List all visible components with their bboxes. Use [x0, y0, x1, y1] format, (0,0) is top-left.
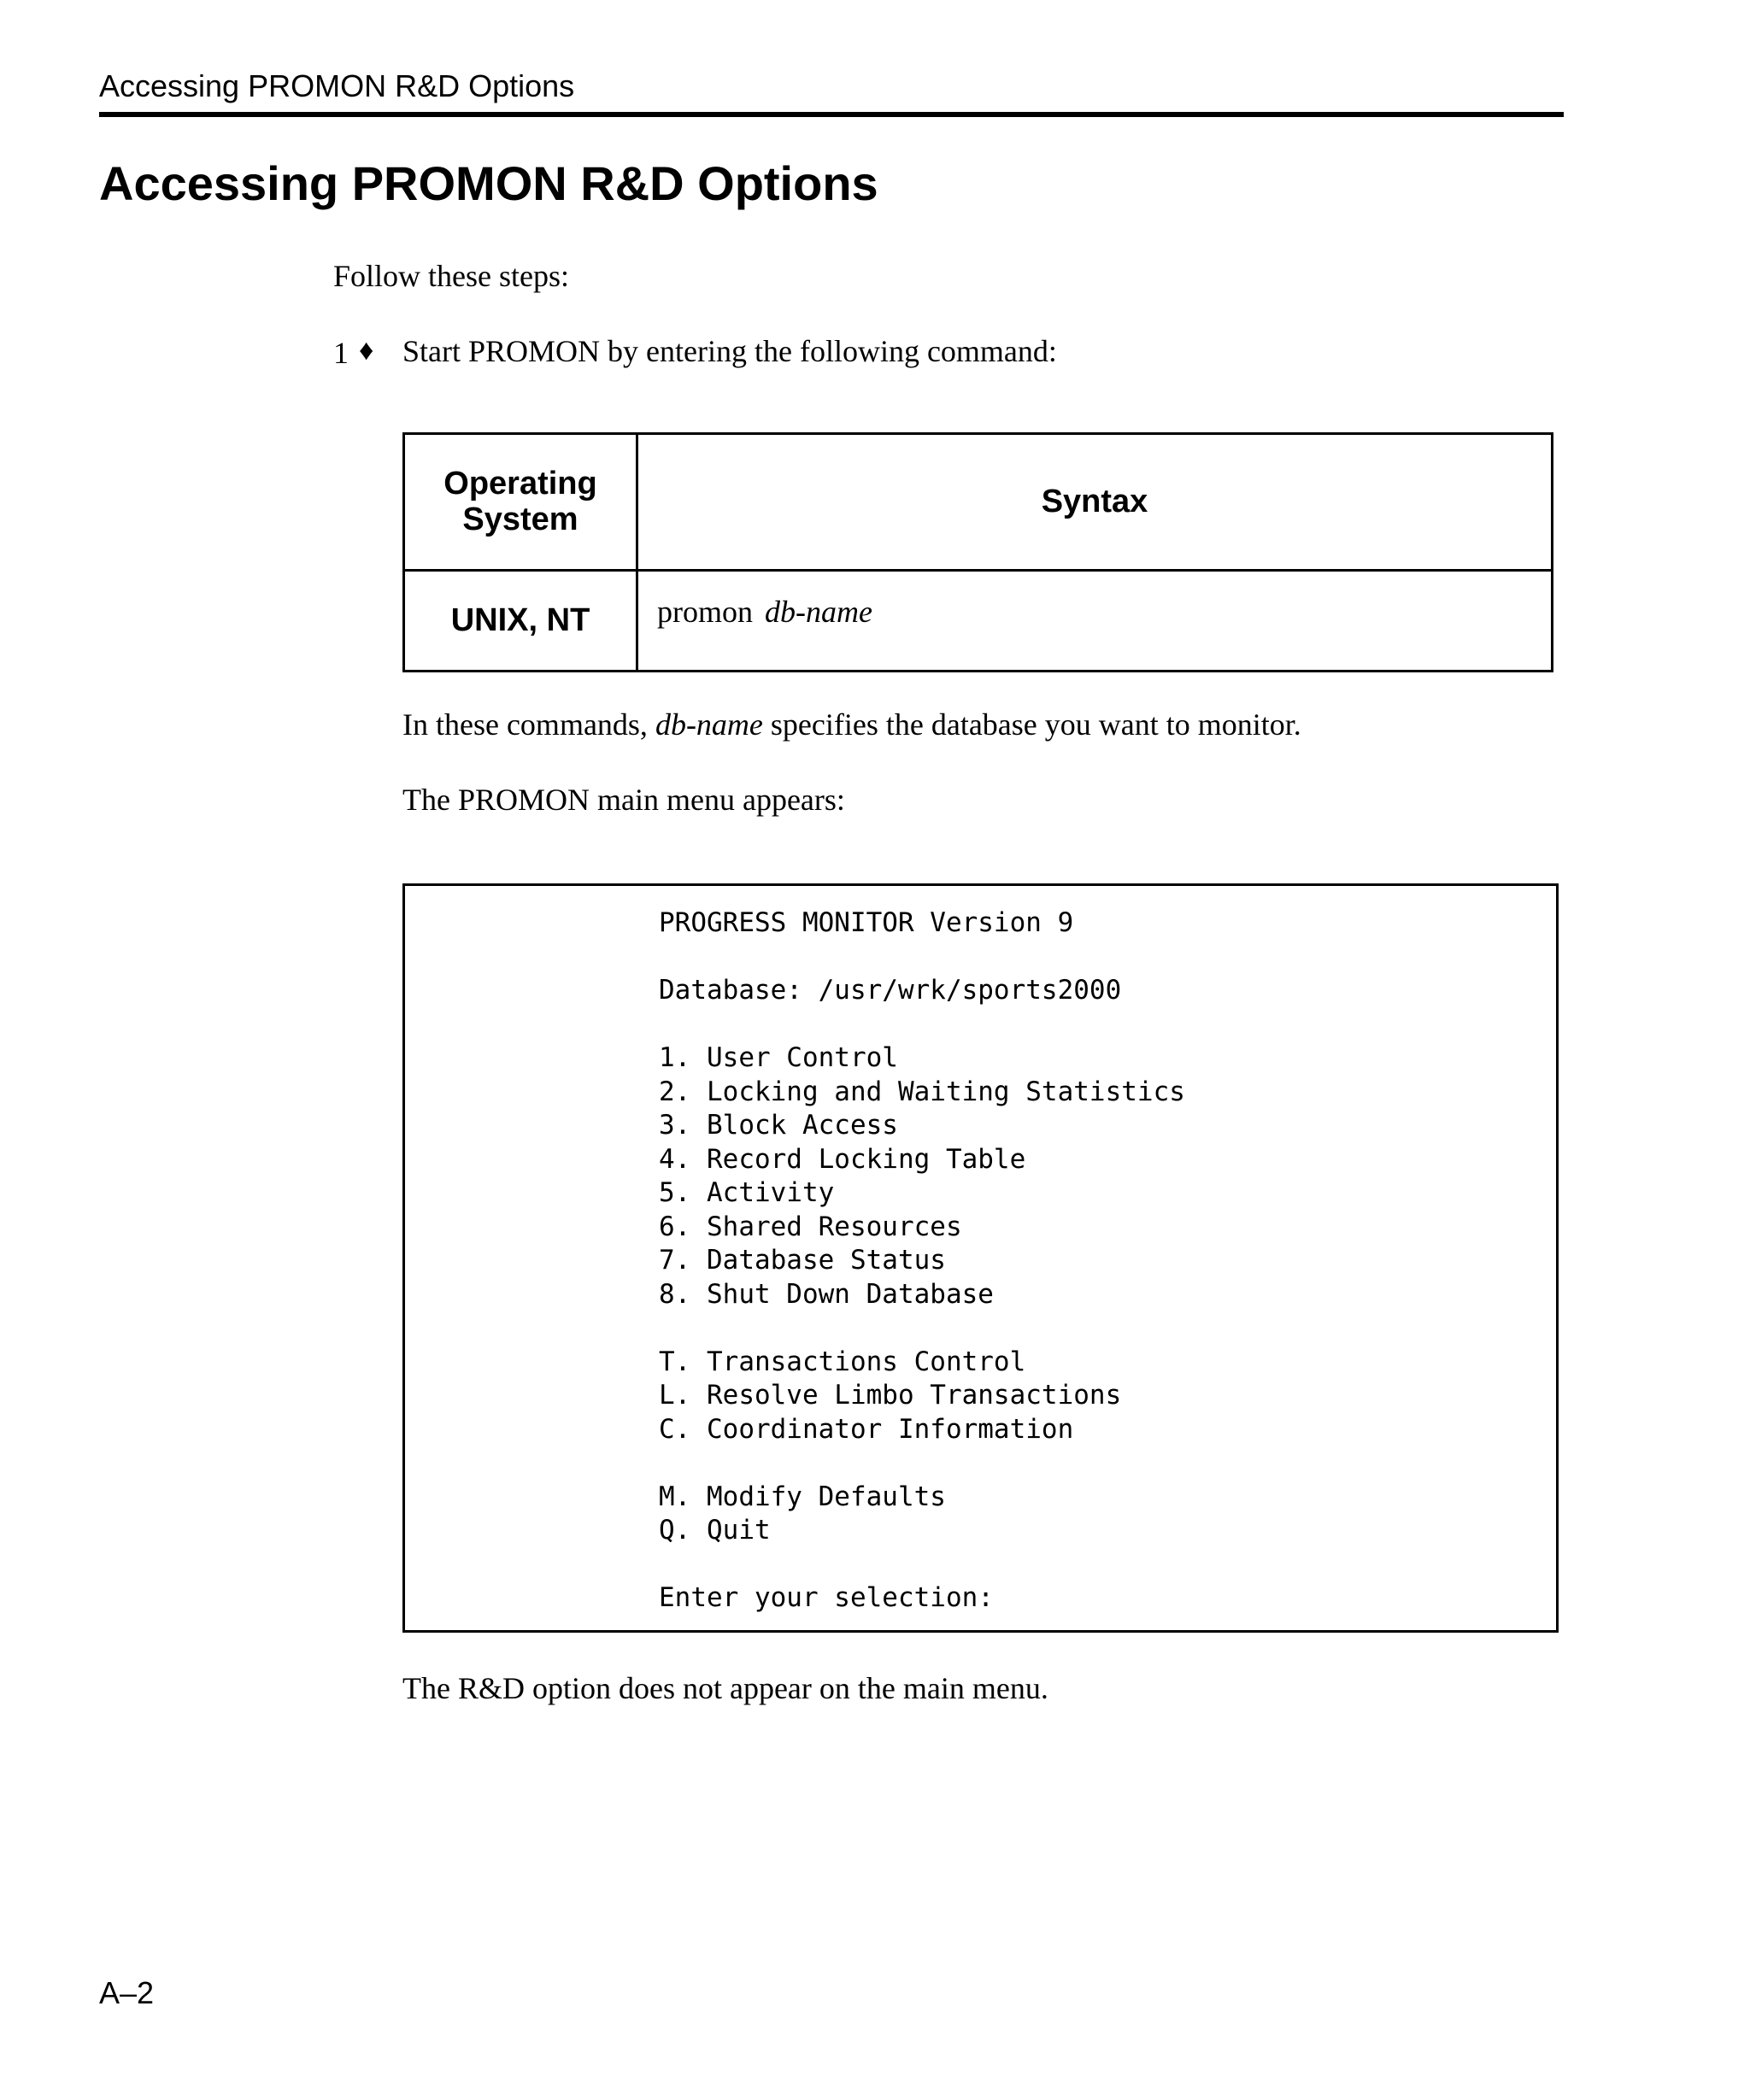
running-header: Accessing PROMON R&D Options: [99, 68, 575, 103]
explanation-term: db-name: [655, 707, 763, 742]
step-number: 1: [333, 336, 349, 370]
explanation-text: [402, 707, 1301, 742]
terminal-line: 6. Shared Resources: [659, 1211, 962, 1242]
terminal-line: Database: /usr/wrk/sports2000: [659, 975, 1122, 1006]
header-syntax: Syntax: [637, 434, 1553, 571]
menu-intro-text: The PROMON main menu appears:: [402, 783, 845, 817]
syntax-table: [402, 432, 1553, 672]
intro-text: Follow these steps:: [333, 259, 569, 293]
closing-text: The R&D option does not appear on the main menu.: [402, 1671, 1048, 1705]
terminal-line: 2. Locking and Waiting Statistics: [659, 1076, 1185, 1107]
terminal-line: Q. Quit: [659, 1515, 771, 1546]
explanation-suffix: specifies the database you want to monitor.: [762, 707, 1301, 742]
os-cell: UNIX, NT: [404, 571, 637, 672]
terminal-menu-text: [659, 906, 1185, 1616]
syntax-argument: db-name: [765, 595, 872, 629]
terminal-line: 8. Shut Down Database: [659, 1278, 994, 1310]
terminal-line: 4. Record Locking Table: [659, 1143, 1026, 1175]
terminal-line: T. Transactions Control: [659, 1346, 1026, 1377]
table-row: [404, 571, 1553, 672]
step-text: Start PROMON by entering the following command:: [402, 334, 1057, 368]
terminal-line: L. Resolve Limbo Transactions: [659, 1380, 1122, 1411]
terminal-line: 5. Activity: [659, 1177, 835, 1208]
terminal-line: 3. Block Access: [659, 1110, 898, 1141]
terminal-box: [402, 883, 1559, 1633]
terminal-line: PROGRESS MONITOR Version 9: [659, 907, 1074, 938]
table-header-row: [404, 434, 1553, 571]
syntax-cell: [637, 571, 1553, 672]
header-rule: [99, 112, 1564, 117]
page-number: A–2: [99, 1975, 155, 2010]
terminal-line: C. Coordinator Information: [659, 1413, 1074, 1445]
terminal-line: M. Modify Defaults: [659, 1481, 946, 1512]
syntax-command: promon: [657, 595, 753, 629]
diamond-bullet-icon: ♦: [359, 335, 374, 367]
page-title: Accessing PROMON R&D Options: [99, 156, 878, 210]
terminal-line: Enter your selection:: [659, 1582, 994, 1613]
header-operating-system: Operating System: [404, 434, 637, 571]
explanation-prefix: In these commands,: [402, 707, 655, 742]
terminal-line: 1. User Control: [659, 1042, 898, 1073]
terminal-line: 7. Database Status: [659, 1245, 946, 1276]
